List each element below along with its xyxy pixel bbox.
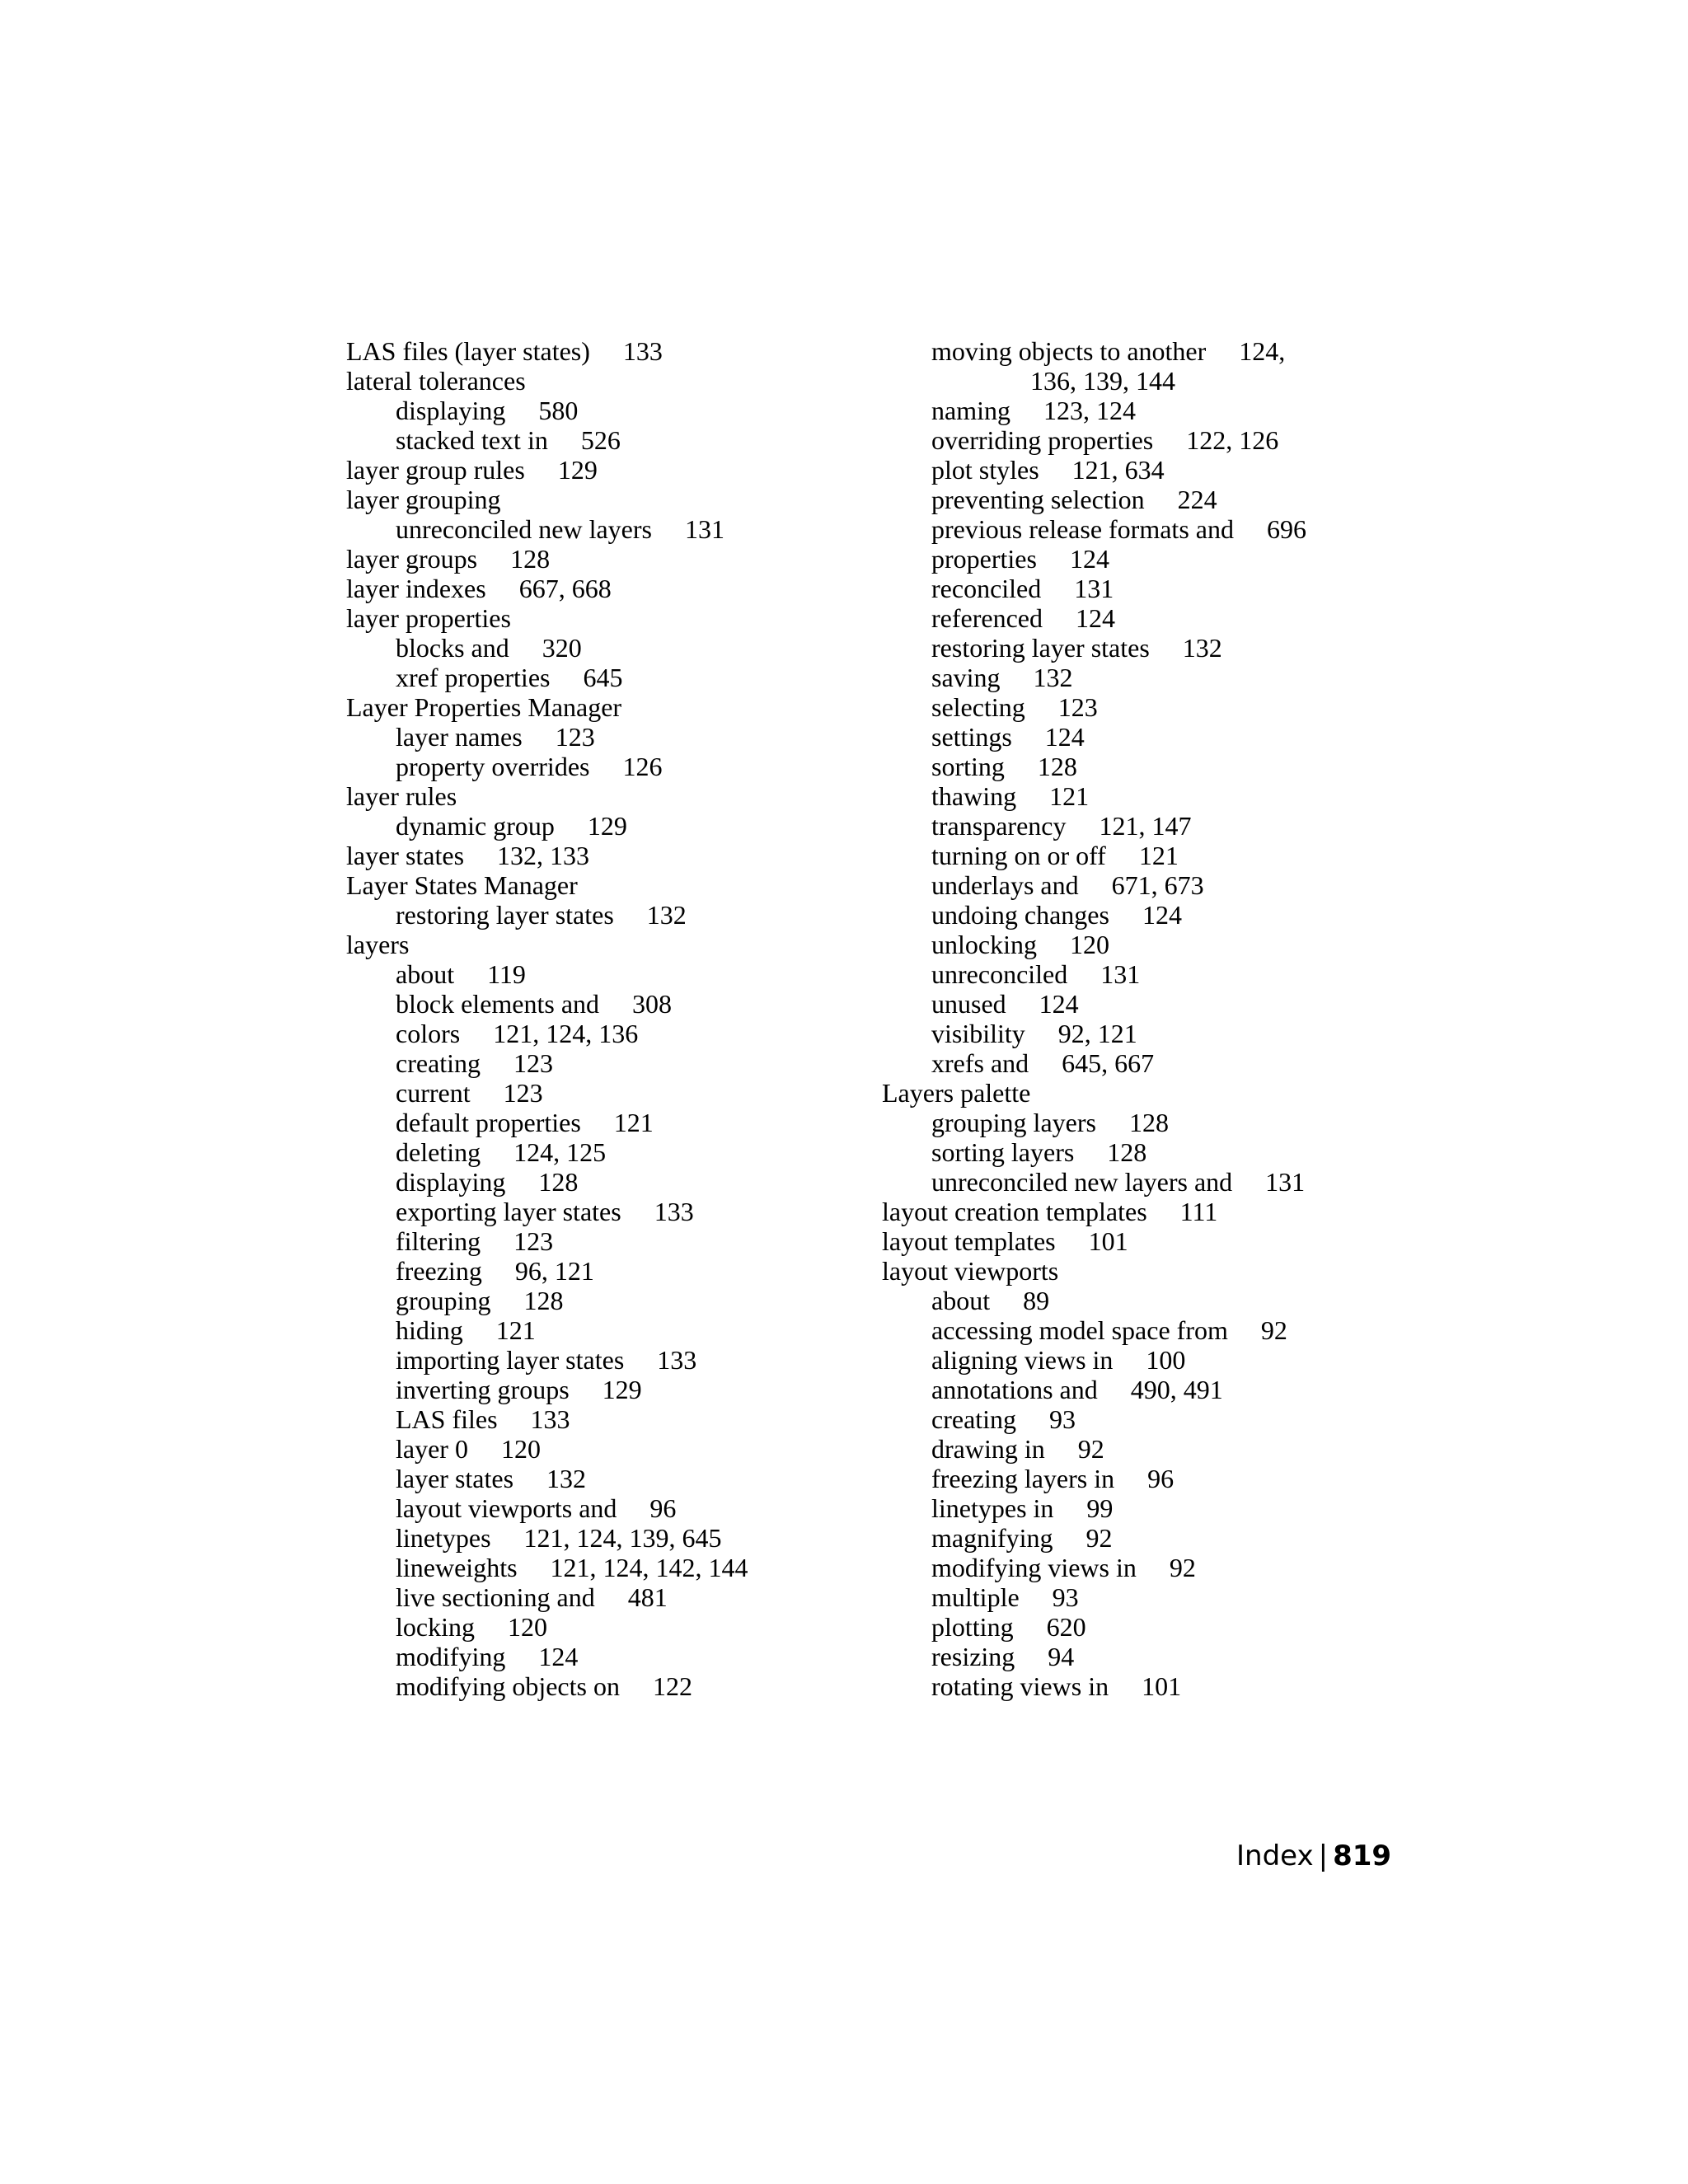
index-term: about bbox=[931, 1286, 991, 1315]
index-subentry bbox=[882, 1167, 1376, 1197]
index-page-refs: 121, 634 bbox=[1071, 455, 1165, 485]
index-subentry bbox=[346, 1375, 841, 1404]
index-subentry bbox=[882, 870, 1376, 900]
index-page-refs: 620 bbox=[1046, 1612, 1086, 1642]
index-term: moving objects to another bbox=[931, 336, 1207, 366]
index-subentry bbox=[346, 1286, 841, 1315]
index-page-refs: 696 bbox=[1266, 514, 1306, 544]
index-page-refs: 129 bbox=[557, 455, 598, 485]
index-page-refs: 121, 147 bbox=[1099, 811, 1192, 841]
index-subentry bbox=[346, 1582, 841, 1612]
index-page-refs: 96 bbox=[1147, 1464, 1175, 1493]
index-subentry bbox=[882, 1048, 1376, 1078]
index-page-refs: 123 bbox=[513, 1226, 554, 1256]
index-subentry bbox=[346, 1345, 841, 1375]
index-term: magnifying bbox=[931, 1523, 1053, 1553]
index-term: unreconciled new layers and bbox=[931, 1167, 1233, 1197]
index-term: underlays and bbox=[931, 870, 1079, 900]
index-page-refs: 92 bbox=[1077, 1434, 1104, 1464]
index-subentry bbox=[346, 1553, 841, 1582]
index-subentry bbox=[882, 485, 1376, 514]
index-page-refs: 101 bbox=[1142, 1671, 1182, 1701]
index-term: undoing changes bbox=[931, 900, 1109, 930]
index-entry bbox=[346, 544, 841, 574]
index-term: thawing bbox=[931, 781, 1017, 811]
index-page-refs: 121, 124, 142, 144 bbox=[550, 1553, 748, 1582]
index-term: layer rules bbox=[346, 781, 457, 811]
index-term: linetypes bbox=[396, 1523, 491, 1553]
index-page-refs: 123 bbox=[555, 722, 595, 752]
index-term: lateral tolerances bbox=[346, 366, 526, 396]
index-term: layer groups bbox=[346, 544, 478, 574]
index-term: lineweights bbox=[396, 1553, 518, 1582]
index-subentry bbox=[882, 544, 1376, 574]
index-term: unused bbox=[931, 989, 1006, 1019]
index-term: block elements and bbox=[396, 989, 600, 1019]
index-term: layer properties bbox=[346, 603, 511, 633]
index-subentry bbox=[346, 1315, 841, 1345]
index-page-refs: 128 bbox=[1128, 1108, 1169, 1137]
index-term: settings bbox=[931, 722, 1012, 752]
index-subentry bbox=[346, 1404, 841, 1434]
index-page-refs: 132 bbox=[646, 900, 687, 930]
index-entry bbox=[346, 781, 841, 811]
index-subentry bbox=[882, 603, 1376, 633]
index-term: Layer States Manager bbox=[346, 870, 578, 900]
index-subentry bbox=[346, 1137, 841, 1167]
index-term: exporting layer states bbox=[396, 1197, 621, 1226]
index-page-refs: 123, 124 bbox=[1043, 396, 1136, 425]
index-term: layout viewports and bbox=[396, 1493, 617, 1523]
index-subentry bbox=[346, 1612, 841, 1642]
index-page-refs: 128 bbox=[1037, 752, 1077, 781]
index-subentry bbox=[346, 1226, 841, 1256]
index-page-refs: 94 bbox=[1048, 1642, 1075, 1671]
index-subentry bbox=[882, 1286, 1376, 1315]
index-subentry bbox=[882, 1553, 1376, 1582]
index-entry bbox=[346, 485, 841, 514]
index-page-refs: 124 bbox=[1142, 900, 1182, 930]
index-column-left bbox=[346, 336, 841, 1701]
index-subentry bbox=[882, 841, 1376, 870]
index-page-refs: 124 bbox=[538, 1642, 579, 1671]
index-page-refs: 121 bbox=[1049, 781, 1090, 811]
index-subentry bbox=[346, 1493, 841, 1523]
index-term: LAS files (layer states) bbox=[346, 336, 590, 366]
index-page-refs: 124 bbox=[1039, 989, 1079, 1019]
index-term: locking bbox=[396, 1612, 475, 1642]
index-term: naming bbox=[931, 396, 1010, 425]
index-subentry bbox=[882, 930, 1376, 959]
index-page-refs: 123 bbox=[1057, 692, 1098, 722]
index-entry bbox=[346, 603, 841, 633]
index-term: preventing selection bbox=[931, 485, 1145, 514]
index-subentry bbox=[882, 959, 1376, 989]
index-page-refs: 92 bbox=[1260, 1315, 1287, 1345]
index-term: turning on or off bbox=[931, 841, 1106, 870]
index-subentry bbox=[882, 425, 1376, 455]
index-entry bbox=[346, 870, 841, 900]
index-page-refs: 132 bbox=[1033, 663, 1073, 692]
index-page-refs: 133 bbox=[654, 1197, 694, 1226]
index-term: overriding properties bbox=[931, 425, 1154, 455]
index-term: current bbox=[396, 1078, 471, 1108]
index-term: modifying objects on bbox=[396, 1671, 620, 1701]
index-subentry bbox=[346, 1671, 841, 1701]
index-page-refs: 101 bbox=[1088, 1226, 1128, 1256]
index-term: colors bbox=[396, 1019, 461, 1048]
index-subentry bbox=[346, 811, 841, 841]
index-page-refs: 121 bbox=[613, 1108, 654, 1137]
index-page-refs: 124 bbox=[1075, 603, 1115, 633]
index-term: unreconciled new layers bbox=[396, 514, 652, 544]
index-subentry bbox=[882, 1108, 1376, 1137]
index-page-refs: 93 bbox=[1049, 1404, 1076, 1434]
index-page-refs: 121 bbox=[1138, 841, 1179, 870]
index-term: plotting bbox=[931, 1612, 1014, 1642]
index-term: saving bbox=[931, 663, 1001, 692]
index-page-refs: 124 bbox=[1044, 722, 1085, 752]
index-page-refs: 99 bbox=[1086, 1493, 1114, 1523]
index-subentry bbox=[882, 1375, 1376, 1404]
index-term: filtering bbox=[396, 1226, 481, 1256]
index-page-refs: 124 bbox=[1069, 544, 1109, 574]
index-page-refs: 133 bbox=[622, 336, 663, 366]
index-term: layer group rules bbox=[346, 455, 525, 485]
index-page-refs: 133 bbox=[657, 1345, 697, 1375]
index-page-refs: 89 bbox=[1023, 1286, 1050, 1315]
index-subentry bbox=[882, 1404, 1376, 1434]
index-page-refs: 671, 673 bbox=[1111, 870, 1204, 900]
index-entry bbox=[882, 1197, 1376, 1226]
index-page-refs: 129 bbox=[602, 1375, 642, 1404]
index-page-refs: 121 bbox=[495, 1315, 536, 1345]
index-term: aligning views in bbox=[931, 1345, 1114, 1375]
index-page-refs: 123 bbox=[513, 1048, 554, 1078]
index-entry bbox=[346, 574, 841, 603]
index-page-refs: 481 bbox=[627, 1582, 668, 1612]
index-subentry bbox=[882, 1671, 1376, 1701]
index-page-refs: 308 bbox=[632, 989, 673, 1019]
index-term: restoring layer states bbox=[931, 633, 1150, 663]
index-term: grouping layers bbox=[931, 1108, 1096, 1137]
index-term: unreconciled bbox=[931, 959, 1068, 989]
index-term: resizing bbox=[931, 1642, 1015, 1671]
index-page-refs: 131 bbox=[1265, 1167, 1306, 1197]
index-term: displaying bbox=[396, 1167, 506, 1197]
index-term: grouping bbox=[396, 1286, 491, 1315]
index-page-refs: 120 bbox=[507, 1612, 547, 1642]
index-page-refs: 92 bbox=[1085, 1523, 1113, 1553]
index-term: deleting bbox=[396, 1137, 481, 1167]
index-subentry bbox=[882, 514, 1376, 544]
index-subentry bbox=[882, 1582, 1376, 1612]
index-term: rotating views in bbox=[931, 1671, 1109, 1701]
page-number: 819 bbox=[1333, 1840, 1392, 1872]
index-term: previous release formats and bbox=[931, 514, 1234, 544]
index-entry bbox=[346, 930, 841, 959]
index-entry bbox=[346, 336, 841, 366]
index-term: referenced bbox=[931, 603, 1043, 633]
index-term: layout viewports bbox=[882, 1256, 1059, 1286]
index-term: plot styles bbox=[931, 455, 1039, 485]
index-term: layout templates bbox=[882, 1226, 1056, 1256]
index-term: property overrides bbox=[396, 752, 590, 781]
index-page-refs: 667, 668 bbox=[518, 574, 612, 603]
index-term: annotations and bbox=[931, 1375, 1098, 1404]
index-subentry bbox=[882, 1523, 1376, 1553]
index-page-refs: 526 bbox=[580, 425, 621, 455]
index-subentry bbox=[882, 455, 1376, 485]
index-subentry bbox=[882, 811, 1376, 841]
index-term: stacked text in bbox=[396, 425, 548, 455]
index-subentry bbox=[882, 692, 1376, 722]
index-entry bbox=[346, 366, 841, 396]
index-page-refs: 123 bbox=[503, 1078, 543, 1108]
index-term: layer 0 bbox=[396, 1434, 468, 1464]
index-subentry bbox=[346, 752, 841, 781]
index-entry bbox=[882, 1256, 1376, 1286]
index-term: drawing in bbox=[931, 1434, 1045, 1464]
index-term: importing layer states bbox=[396, 1345, 625, 1375]
index-term: modifying views in bbox=[931, 1553, 1137, 1582]
index-subentry bbox=[882, 752, 1376, 781]
index-page-refs: 645 bbox=[583, 663, 623, 692]
index-term: layer names bbox=[396, 722, 523, 752]
index-term: sorting layers bbox=[931, 1137, 1075, 1167]
index-subentry bbox=[346, 1464, 841, 1493]
index-subentry bbox=[882, 781, 1376, 811]
index-page-refs: 129 bbox=[587, 811, 627, 841]
index-page-refs: 120 bbox=[500, 1434, 541, 1464]
page-footer bbox=[1236, 1840, 1392, 1872]
index-entry bbox=[346, 455, 841, 485]
index-subentry bbox=[882, 396, 1376, 425]
footer-separator: | bbox=[1318, 1840, 1329, 1872]
index-subentry bbox=[882, 1345, 1376, 1375]
index-subentry bbox=[882, 989, 1376, 1019]
index-term: displaying bbox=[396, 396, 506, 425]
index-term: visibility bbox=[931, 1019, 1025, 1048]
index-term: live sectioning and bbox=[396, 1582, 595, 1612]
index-term: default properties bbox=[396, 1108, 581, 1137]
index-subentry bbox=[346, 1256, 841, 1286]
index-subentry bbox=[346, 1434, 841, 1464]
index-term: freezing bbox=[396, 1256, 482, 1286]
index-subentry bbox=[882, 1434, 1376, 1464]
index-subentry bbox=[346, 1078, 841, 1108]
index-entry bbox=[346, 841, 841, 870]
index-subentry bbox=[882, 1642, 1376, 1671]
index-subentry bbox=[882, 1019, 1376, 1048]
index-term: layer indexes bbox=[346, 574, 486, 603]
index-column-right bbox=[882, 336, 1376, 1701]
index-page-refs: 132, 133 bbox=[497, 841, 590, 870]
index-subentry bbox=[882, 336, 1376, 396]
index-page-refs: 320 bbox=[542, 633, 582, 663]
index-subentry bbox=[346, 1108, 841, 1137]
index-term: reconciled bbox=[931, 574, 1042, 603]
index-page-refs: 128 bbox=[538, 1167, 579, 1197]
index-term: hiding bbox=[396, 1315, 463, 1345]
index-page-refs: 92, 121 bbox=[1057, 1019, 1137, 1048]
index-term: layer states bbox=[396, 1464, 514, 1493]
index-page-refs: 120 bbox=[1069, 930, 1109, 959]
index-term: Layers palette bbox=[882, 1078, 1031, 1108]
index-page-refs: 132 bbox=[1182, 633, 1222, 663]
index-subentry bbox=[346, 396, 841, 425]
index-subentry bbox=[882, 1464, 1376, 1493]
index-page-refs: 645, 667 bbox=[1062, 1048, 1155, 1078]
index-page-refs: 580 bbox=[538, 396, 579, 425]
index-page-refs: 131 bbox=[1074, 574, 1114, 603]
index-page-refs: 128 bbox=[510, 544, 551, 574]
index-subentry bbox=[346, 722, 841, 752]
index-page-refs: 124, bbox=[1239, 336, 1286, 366]
index-term: linetypes in bbox=[931, 1493, 1054, 1523]
index-page-refs: 93 bbox=[1052, 1582, 1079, 1612]
index-page-refs: 121, 124, 136 bbox=[493, 1019, 639, 1048]
index-subentry bbox=[882, 663, 1376, 692]
index-subentry bbox=[346, 1019, 841, 1048]
index-term: creating bbox=[931, 1404, 1017, 1434]
index-subentry bbox=[346, 959, 841, 989]
index-page-refs: 133 bbox=[530, 1404, 570, 1434]
index-subentry bbox=[346, 663, 841, 692]
index-term: unlocking bbox=[931, 930, 1037, 959]
index-subentry bbox=[346, 1048, 841, 1078]
index-subentry bbox=[882, 574, 1376, 603]
index-entry bbox=[346, 692, 841, 722]
index-page-refs: 126 bbox=[622, 752, 663, 781]
footer-label: Index bbox=[1236, 1840, 1314, 1872]
index-subentry bbox=[346, 1642, 841, 1671]
index-term: properties bbox=[931, 544, 1037, 574]
index-term: layers bbox=[346, 930, 410, 959]
index-subentry bbox=[882, 722, 1376, 752]
index-page-refs: 132 bbox=[546, 1464, 587, 1493]
index-subentry bbox=[346, 989, 841, 1019]
index-subentry bbox=[882, 900, 1376, 930]
index-page-refs: 96, 121 bbox=[514, 1256, 594, 1286]
index-page-refs: 122, 126 bbox=[1186, 425, 1279, 455]
index-page-refs: 92 bbox=[1169, 1553, 1196, 1582]
index-term: creating bbox=[396, 1048, 481, 1078]
index-term: dynamic group bbox=[396, 811, 555, 841]
index-term: restoring layer states bbox=[396, 900, 614, 930]
index-page-refs-continued: 136, 139, 144 bbox=[1030, 366, 1175, 396]
index-term: accessing model space from bbox=[931, 1315, 1228, 1345]
index-term: about bbox=[396, 959, 455, 989]
index-subentry bbox=[882, 1315, 1376, 1345]
index-page-refs: 122 bbox=[652, 1671, 692, 1701]
index-subentry bbox=[346, 900, 841, 930]
index-term: layer states bbox=[346, 841, 465, 870]
index-term: inverting groups bbox=[396, 1375, 570, 1404]
index-page-refs: 124, 125 bbox=[513, 1137, 607, 1167]
index-page-refs: 121, 124, 139, 645 bbox=[523, 1523, 722, 1553]
index-term: Layer Properties Manager bbox=[346, 692, 622, 722]
index-term: layout creation templates bbox=[882, 1197, 1147, 1226]
index-page-refs: 128 bbox=[523, 1286, 564, 1315]
index-term: xrefs and bbox=[931, 1048, 1029, 1078]
index-term: freezing layers in bbox=[931, 1464, 1115, 1493]
index-term: transparency bbox=[931, 811, 1067, 841]
index-page-refs: 490, 491 bbox=[1130, 1375, 1223, 1404]
index-subentry bbox=[346, 1167, 841, 1197]
index-page-refs: 96 bbox=[649, 1493, 677, 1523]
index-subentry bbox=[882, 1137, 1376, 1167]
index-page-refs: 131 bbox=[684, 514, 724, 544]
index-term: LAS files bbox=[396, 1404, 498, 1434]
index-subentry bbox=[346, 1523, 841, 1553]
index-page-refs: 111 bbox=[1179, 1197, 1218, 1226]
index-subentry bbox=[882, 633, 1376, 663]
index-subentry bbox=[882, 1493, 1376, 1523]
index-term: sorting bbox=[931, 752, 1005, 781]
index-page-refs: 224 bbox=[1177, 485, 1217, 514]
index-page-refs: 119 bbox=[487, 959, 526, 989]
index-subentry bbox=[882, 1612, 1376, 1642]
index-term: multiple bbox=[931, 1582, 1020, 1612]
index-page-refs: 128 bbox=[1107, 1137, 1147, 1167]
index-page-refs: 100 bbox=[1146, 1345, 1186, 1375]
index-term: selecting bbox=[931, 692, 1025, 722]
index-term: layer grouping bbox=[346, 485, 501, 514]
index-subentry bbox=[346, 633, 841, 663]
index-subentry bbox=[346, 514, 841, 544]
index-page-refs: 131 bbox=[1100, 959, 1141, 989]
index-entry bbox=[882, 1078, 1376, 1108]
index-term: modifying bbox=[396, 1642, 506, 1671]
index-entry bbox=[882, 1226, 1376, 1256]
index-term: blocks and bbox=[396, 633, 509, 663]
index-subentry bbox=[346, 425, 841, 455]
index-term: xref properties bbox=[396, 663, 551, 692]
index-subentry bbox=[346, 1197, 841, 1226]
